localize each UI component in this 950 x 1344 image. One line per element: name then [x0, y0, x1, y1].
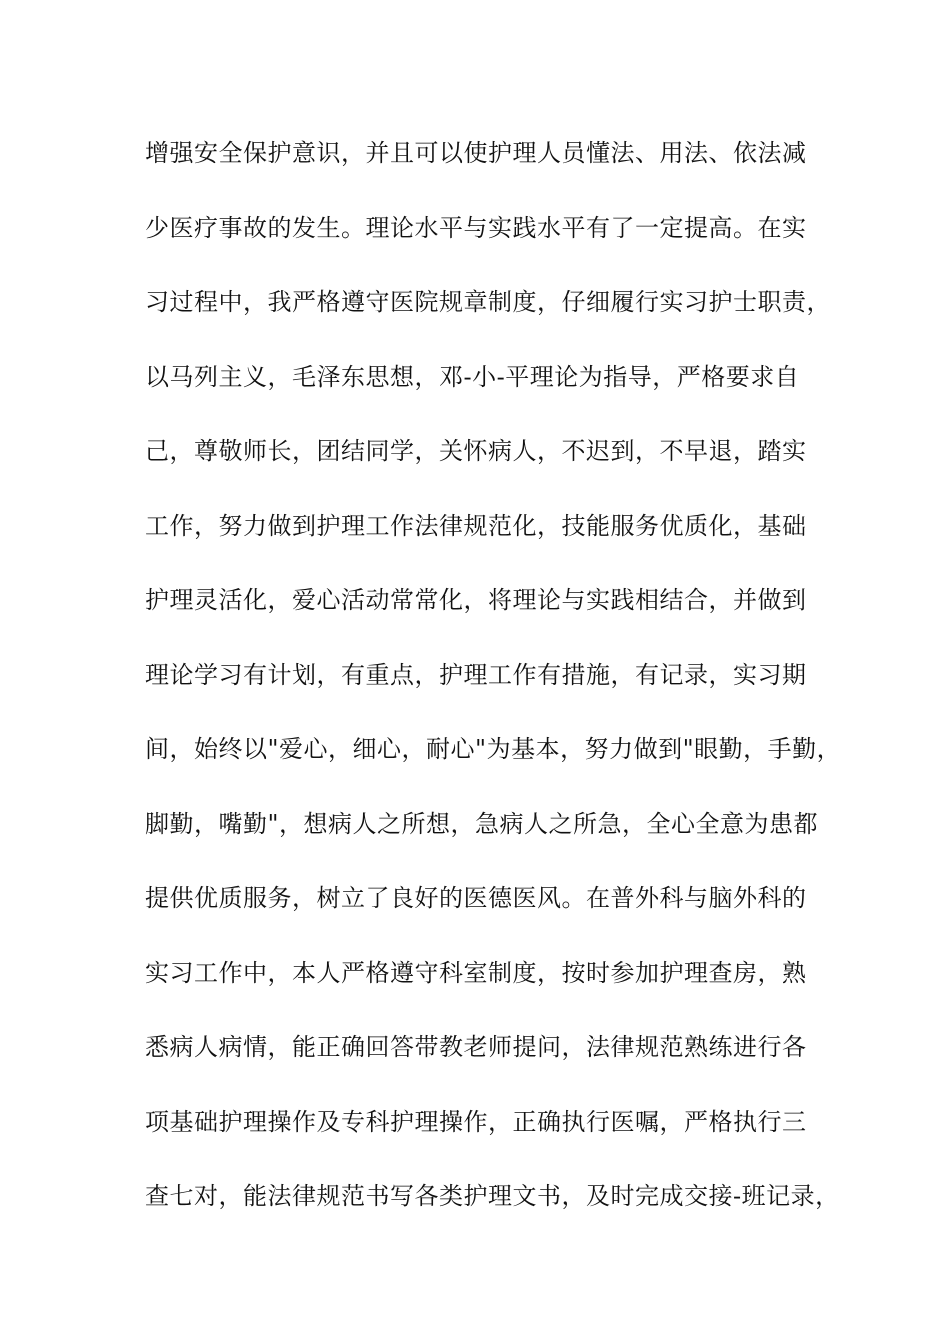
text-line: 理论学习有计划，有重点，护理工作有措施，有记录，实习期	[145, 660, 807, 689]
text-line: 查七对，能法律规范书写各类护理文书，及时完成交接-班记录，	[145, 1182, 840, 1210]
text-line: 护理灵活化，爱心活动常常化，将理论与实践相结合，并做到	[145, 586, 807, 614]
text-line: 悉病人病情，能正确回答带教老师提问，法律规范熟练进行各	[145, 1033, 807, 1061]
text-line: 己，尊敬师长，团结同学，关怀病人，不迟到，不早退，踏实	[145, 437, 807, 465]
text-line: 脚勤，嘴勤"，想病人之所想，急病人之所急，全心全意为患都	[145, 809, 819, 838]
text-line: 项基础护理操作及专科护理操作，正确执行医嘱，严格执行三	[145, 1107, 807, 1136]
text-line: 提供优质服务，树立了良好的医德医风。在普外科与脑外科的	[145, 884, 807, 912]
text-line: 少医疗事故的发生。理论水平与实践水平有了一定提高。在实	[145, 213, 807, 242]
text-line: 间，始终以"爱心，细心，耐心"为基本，努力做到"眼勤，手勤，	[145, 735, 842, 763]
text-line: 习过程中，我严格遵守医院规章制度，仔细履行实习护士职责，	[145, 288, 831, 316]
body-text	[145, 128, 842, 1246]
text-line: 增强安全保护意识，并且可以使护理人员懂法、用法、依法减	[145, 139, 807, 167]
text-line: 以马列主义，毛泽东思想，邓-小-平理论为指导，严格要求自	[145, 362, 800, 391]
text-line: 实习工作中，本人严格遵守科室制度，按时参加护理查房，熟	[145, 958, 807, 987]
text-line: 工作，努力做到护理工作法律规范化，技能服务优质化，基础	[145, 511, 807, 540]
